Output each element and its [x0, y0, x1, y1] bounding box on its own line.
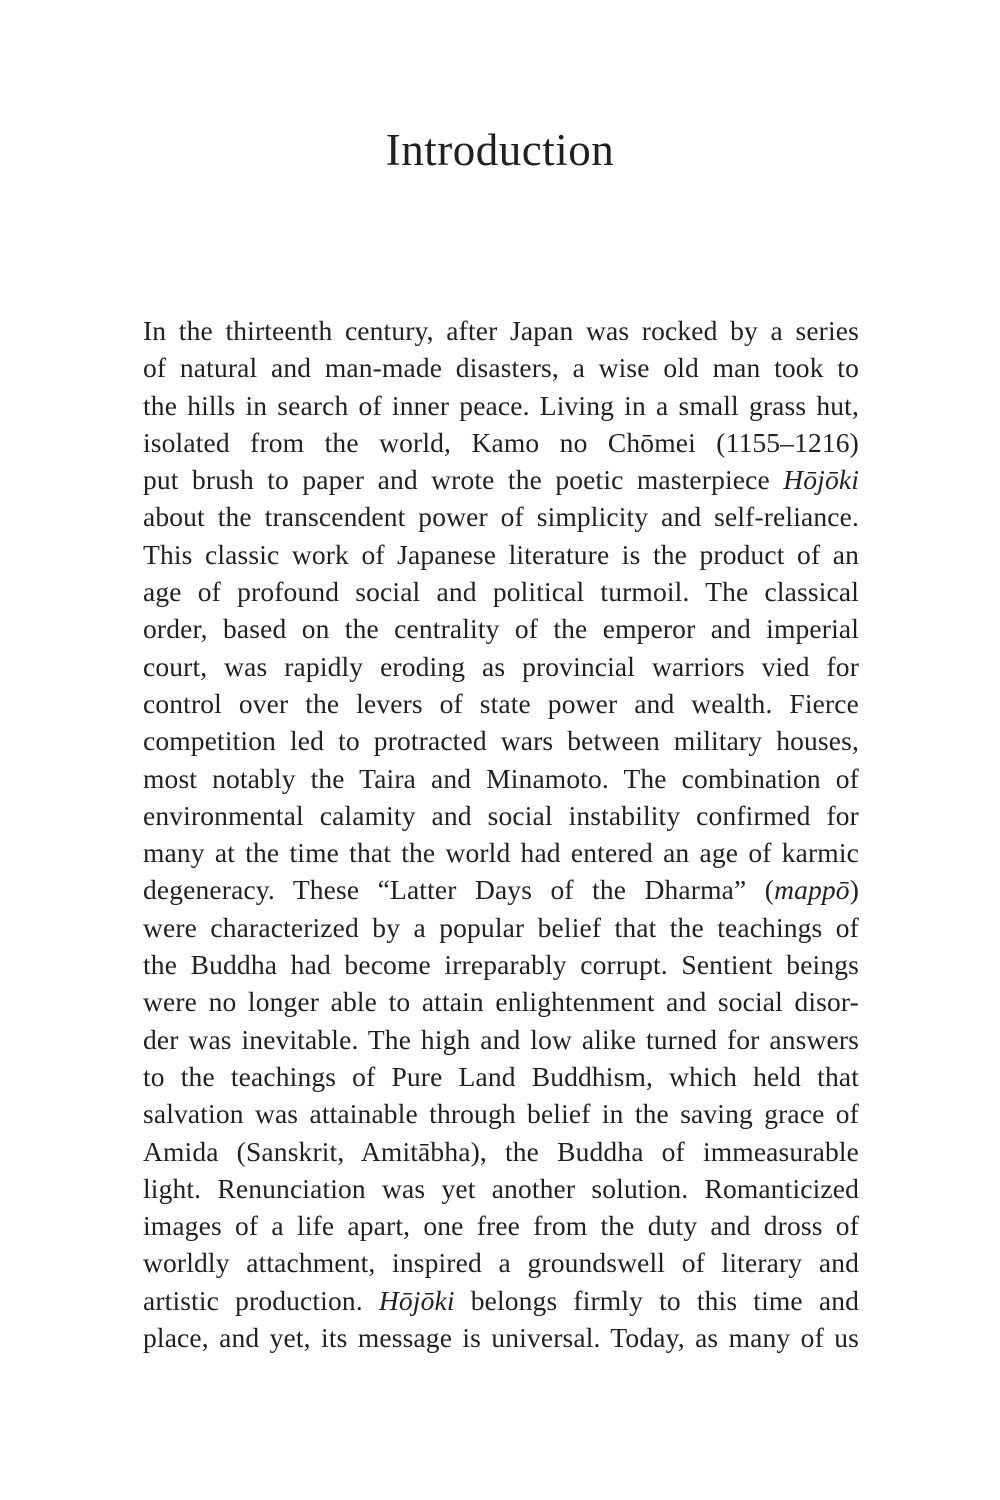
text-line: salvation was attainable through belief in the saving grace of — [143, 1098, 859, 1130]
text-line: worldly attachment, inspired a groundswell of literary and — [143, 1247, 859, 1279]
text-line: of natural and man-made disasters, a wise old man took to — [143, 352, 859, 384]
text-line: der was inevitable. The high and low alike turned for answers — [143, 1023, 859, 1055]
text-line: In the thirteenth century, after Japan was rocked by a series — [143, 315, 859, 346]
text-line: competition led to protracted wars between military houses, — [143, 725, 859, 757]
text-line: environmental calamity and social instability confirmed for — [143, 799, 859, 831]
italic-term: Hōjōki — [378, 1284, 455, 1316]
text-line: Amida (Sanskrit, Amitābha), the Buddha of immeasurable — [143, 1135, 859, 1167]
text-line: control over the levers of state power and wealth. Fierce — [143, 687, 859, 719]
text-line: to the teachings of Pure Land Buddhism, which held that — [143, 1060, 859, 1092]
text-line: age of profound social and political turmoil. The classical — [143, 576, 859, 608]
text-line: were characterized by a popular belief that the teachings of — [143, 911, 859, 943]
body-paragraph — [143, 312, 859, 1356]
text-line: isolated from the world, Kamo no Chōmei (1155–1216) — [143, 426, 859, 458]
italic-term: mappō — [774, 874, 850, 906]
text-line: the hills in search of inner peace. Living in a small grass hut, — [143, 389, 859, 421]
text-line: place, and yet, its message is universal. Today, as many of us — [143, 1322, 859, 1354]
text-line: degeneracy. These “Latter Days of the Dharma” (mappō) — [143, 874, 859, 906]
chapter-title: Introduction — [385, 125, 615, 175]
text-line: order, based on the centrality of the emperor and imperial — [143, 613, 859, 645]
text-line: court, was rapidly eroding as provincial warriors vied for — [143, 650, 859, 682]
text-line: many at the time that the world had entered an age of karmic — [143, 837, 859, 869]
text-line: This classic work of Japanese literature is the product of an — [143, 538, 859, 570]
text-line: were no longer able to attain enlightenment and social disor- — [143, 986, 859, 1018]
text-line: put brush to paper and wrote the poetic masterpiece Hōjōki — [143, 464, 859, 496]
text-line: light. Renunciation was yet another solution. Romanticized — [143, 1172, 859, 1204]
italic-term: Hōjōki — [783, 464, 859, 496]
text-line: the Buddha had become irreparably corrupt. Sentient beings — [143, 949, 859, 981]
text-line: images of a life apart, one free from the duty and dross of — [143, 1210, 859, 1242]
text-line: about the transcendent power of simplicity and self-reliance. — [143, 501, 859, 533]
text-line: most notably the Taira and Minamoto. The combination of — [143, 762, 859, 794]
text-line: artistic production. Hōjōki belongs firmly to this time and — [143, 1284, 859, 1316]
